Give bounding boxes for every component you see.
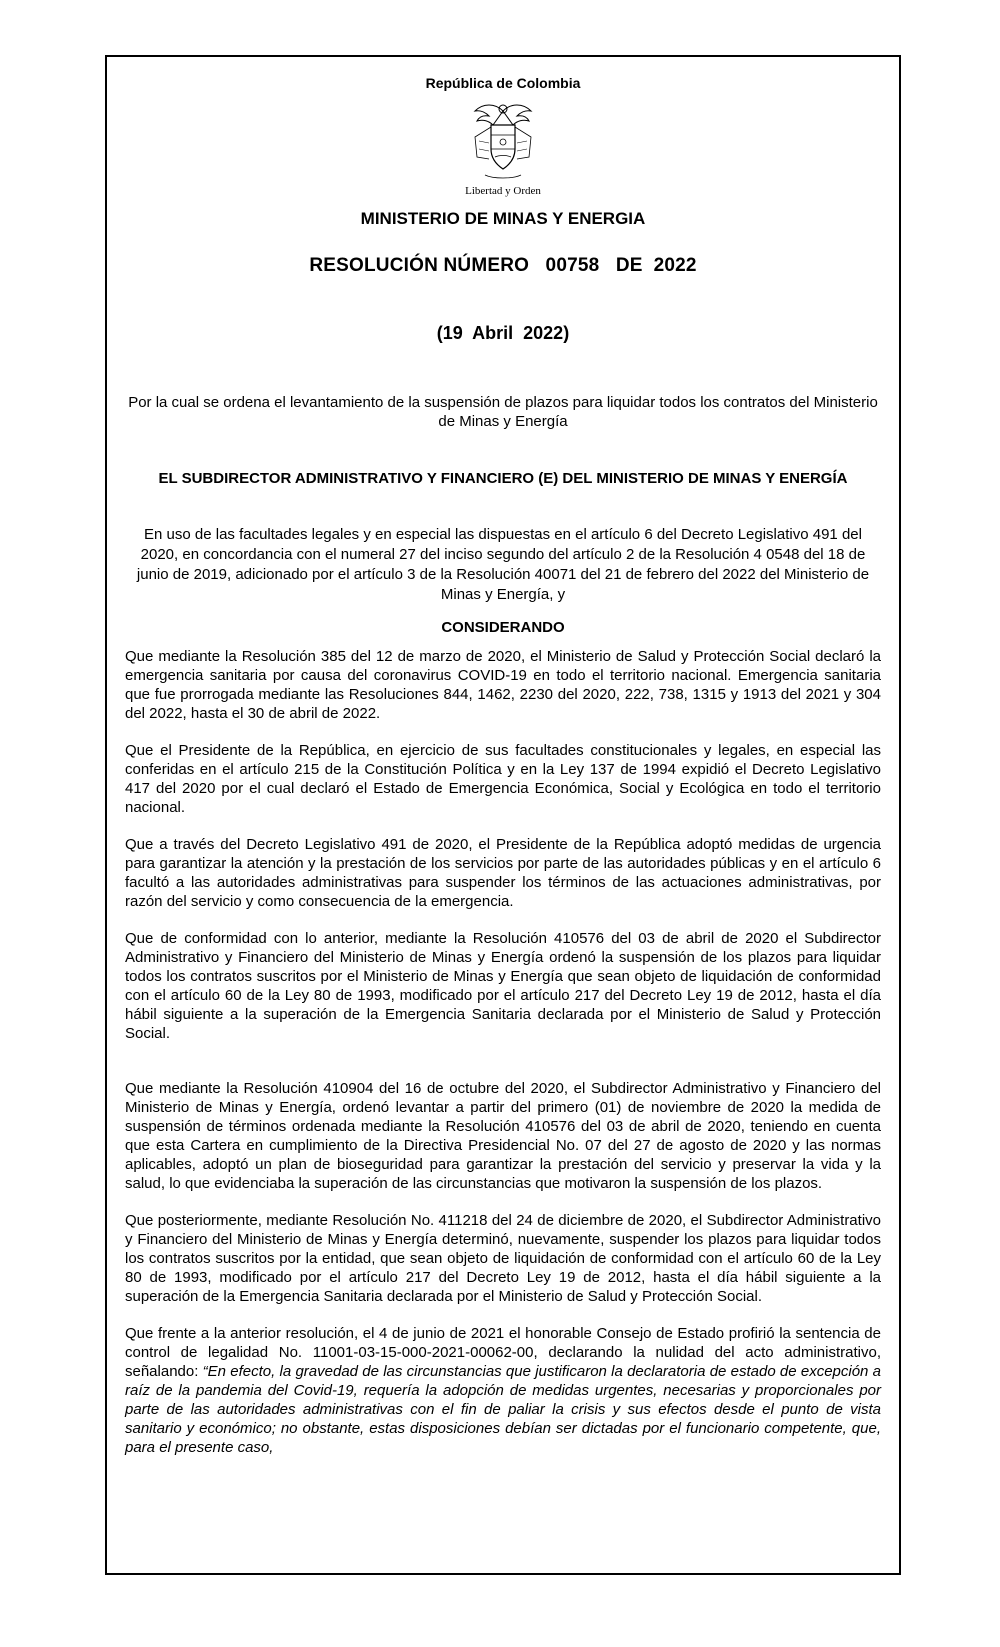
coat-of-arms-emblem <box>465 97 541 187</box>
resolution-subject: Por la cual se ordena el levantamiento de la suspensión de plazos para liquidar todos los contratos del Ministerio de Minas y Energía <box>128 394 878 430</box>
national-motto: Libertad y Orden <box>465 185 541 197</box>
consideration-paragraph: Que el Presidente de la República, en ejercicio de sus facultades constitucionales y legales, en especial las conferidas en el artículo 215 de la Constitución Política y en la Ley 137 de 1994 expidió el Decreto Legislativo 417 del 2020 por el cual declaró el Estado de Emergencia Económica, Social y Ecológica en todo el territorio nacional. <box>125 742 881 816</box>
consideration-paragraph: Que posteriormente, mediante Resolución No. 411218 del 24 de diciembre de 2020, el Subdirector Administrativo y Financiero del Ministerio de Minas y Energía determinó, nuevamente, suspender los plazos para liquidar todos los contratos suscritos por la entidad, que sean objeto de liquidación de conformidad con el artículo 60 de la Ley 80 de 1993, modificado por el artículo 217 del Decreto Ley 19 de 2012, hasta el día hábil siguiente a la superación de la Emergencia Sanitaria declarada por el Ministerio de Salud y Protección Social. <box>125 1212 881 1305</box>
consideration-paragraph: Que mediante la Resolución 385 del 12 de marzo de 2020, el Ministerio de Salud y Protección Social declaró la emergencia sanitaria por causa del coronavirus COVID-19 en todo el territorio nacional. Emergencia sanitaria que fue prorrogada mediante las Resoluciones 844, 1462, 2230 del 2020, 222, 738, 1315 y 1913 del 2021 y 304 del 2022, hasta el 30 de abril de 2022. <box>125 648 881 722</box>
court-quote: “En efecto, la gravedad de las circunstancias que justificaron la declaratoria de estado de excepción a raíz de la pandemia del Covid-19, requería la adopción de medidas urgentes, necesarias y proporcionales por parte de las autoridades administrativas con el fin de paliar la crisis y sus efectos desde el punto de vista sanitario y económico; no obstante, estas disposiciones debían ser dictadas por el funcionario competente, que, para el presente caso, <box>125 1363 881 1456</box>
document-frame <box>105 55 901 1575</box>
republic-header: República de Colombia <box>425 75 581 91</box>
paragraph-lead: Que frente a la anterior resolución, el 4 de junio de 2021 el honorable Consejo de Estado profirió la sentencia de control de legalidad No. 11001-03-15-000-2021-00062-00, declarando la nulidad del acto administrativo, señalando: <box>125 1325 881 1380</box>
consideration-paragraph: Que mediante la Resolución 410904 del 16 de octubre del 2020, el Subdirector Administrativo y Financiero del Ministerio de Minas y Energía, ordenó levantar a partir del primero (01) de noviembre de 2020 la medida de suspensión de términos ordenada mediante la Resolución 410576 del 03 de abril de 2020, teniendo en cuenta que esta Cartera en cumplimiento de la Directiva Presidencial No. 07 del 27 de agosto de 2020 y las normas aplicables, adoptó un plan de bioseguridad para garantizar la prestación del servicio y preservar la vida y la salud, lo que evidenciaba la superación de las circunstancias que motivaron la suspensión de los plazos. <box>125 1080 881 1192</box>
consideration-paragraph-with-quote <box>125 1324 881 1457</box>
considerando-heading: CONSIDERANDO <box>441 619 565 636</box>
resolution-date: (19 Abril 2022) <box>436 323 570 343</box>
ministry-name: MINISTERIO DE MINAS Y ENERGIA <box>360 209 646 228</box>
consideration-paragraph: Que de conformidad con lo anterior, mediante la Resolución 410576 del 03 de abril de 2020 el Subdirector Administrativo y Financiero del Ministerio de Minas y Energía ordenó la suspensión de los plazos para liquidar todos los contratos suscritos por el Ministerio de Minas y Energía que sean objeto de liquidación de conformidad con el artículo 60 de la Ley 80 de 1993, modificado por el artículo 217 del Decreto Ley 19 de 2012, hasta el día hábil siguiente a la superación de la Emergencia Sanitaria declarada por el Ministerio de Salud y Protección Social. <box>125 930 881 1042</box>
resolution-title: RESOLUCIÓN NÚMERO 00758 DE 2022 <box>309 255 697 276</box>
preamble-text: En uso de las facultades legales y en especial las dispuestas en el artículo 6 del Decreto Legislativo 491 del 2020, en concordancia con el numeral 27 del inciso segundo del artículo 2 de la Resolución 4 0548 del 18 de junio de 2019, adicionado por el artículo 3 de la Resolución 40071 del 21 de febrero del 2022 del Ministerio de Minas y Energía, y <box>136 526 870 603</box>
issuing-authority: EL SUBDIRECTOR ADMINISTRATIVO Y FINANCIERO (E) DEL MINISTERIO DE MINAS Y ENERGÍA <box>158 470 848 487</box>
considerations-body <box>125 647 881 1475</box>
consideration-paragraph: Que a través del Decreto Legislativo 491 de 2020, el Presidente de la República adoptó medidas de urgencia para garantizar la atención y la prestación de los servicios por parte de las autoridades públicas y en el artículo 6 facultó a las autoridades administrativas para suspender los términos de las actuaciones administrativas, por razón del servicio y como consecuencia de la emergencia. <box>125 836 881 910</box>
